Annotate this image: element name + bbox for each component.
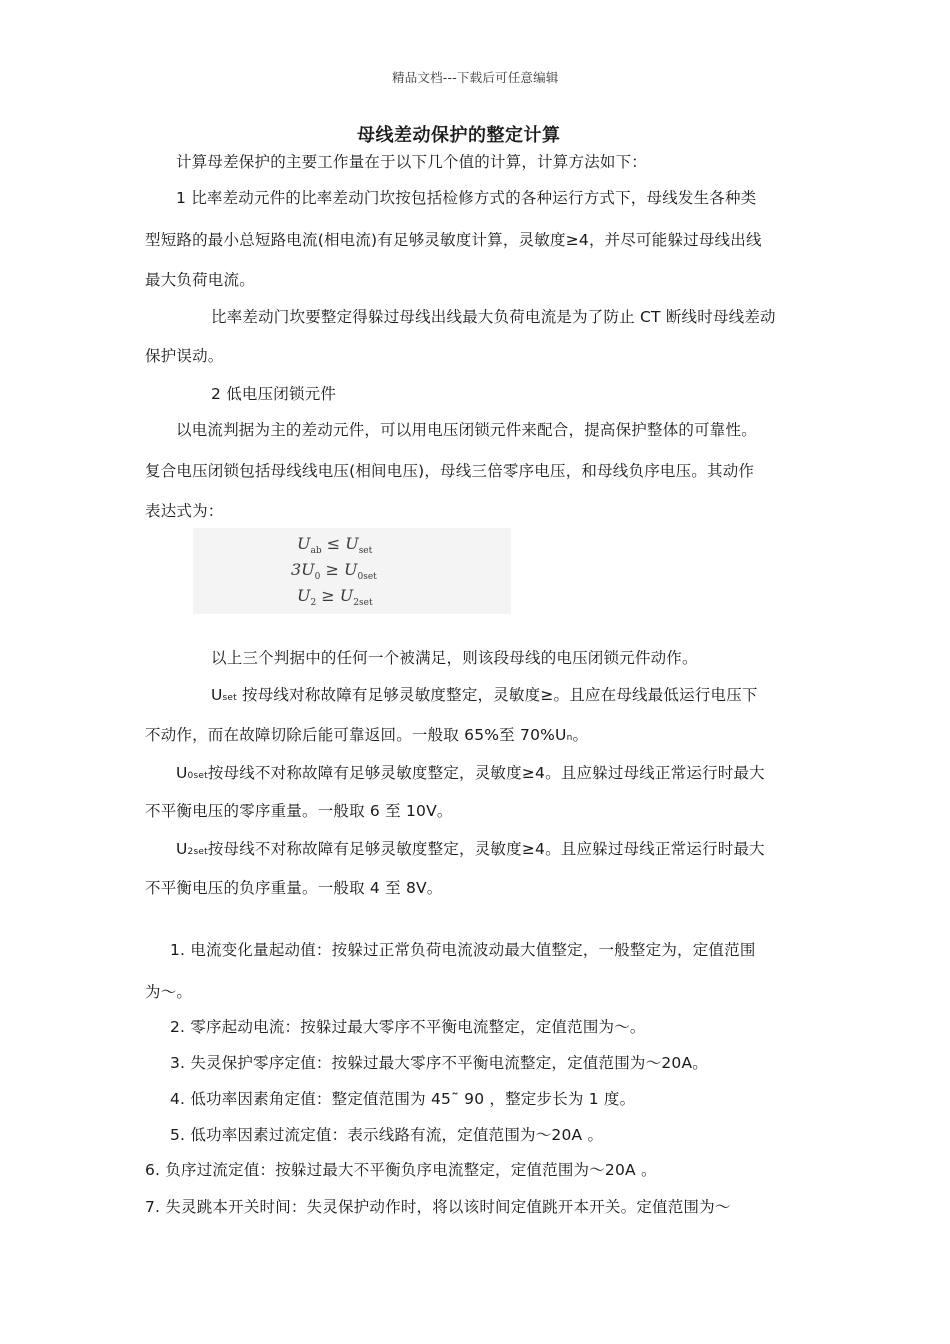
page-header: 精品文档---下载后可任意编辑: [392, 70, 559, 85]
list-item-3: 3. 失灵保护零序定值：按躲过最大零序不平衡电流整定，定值范围为～20A。: [170, 1054, 708, 1072]
list-item-1-line2: 为～。: [145, 983, 193, 1001]
intro-paragraph: 计算母差保护的主要工作量在于以下几个值的计算，计算方法如下：: [176, 153, 648, 171]
list-item-5: 5. 低功率因素过流定值：表示线路有流，定值范围为～20A 。: [170, 1126, 604, 1144]
u2set-line2: 不平衡电压的负序重量。一般取 4 至 8V。: [145, 879, 443, 897]
list-item-6: 6. 负序过流定值：按躲过最大不平衡负序电流整定，定值范围为～20A 。: [145, 1161, 657, 1179]
section1-line1: 1 比率差动元件的比率差动门坎按包括检修方式的各种运行方式下，母线发生各种类: [176, 189, 757, 207]
section1-line3: 最大负荷电流。: [145, 271, 255, 289]
u0set-line1: U0set按母线不对称故障有足够灵敏度整定，灵敏度≥4。且应躲过母线正常运行时最大: [176, 764, 765, 782]
section1-line2: 型短路的最小总短路电流(相电流)有足够灵敏度计算，灵敏度≥4，并尽可能躲过母线出线: [145, 231, 762, 249]
document-title: 母线差动保护的整定计算: [357, 125, 561, 146]
formula-image: [193, 528, 511, 614]
list-item-2: 2. 零序起动电流：按躲过最大零序不平衡电流整定，定值范围为～。: [170, 1018, 646, 1036]
section1-note-line2: 保护误动。: [145, 347, 224, 365]
list-item-1-line1: 1. 电流变化量起动值：按躲过正常负荷电流波动最大值整定，一般整定为，定值范围: [170, 941, 756, 959]
list-item-7: 7. 失灵跳本开关时间：失灵保护动作时，将以该时间定值跳开本开关。定值范围为～: [145, 1198, 731, 1216]
section1-note-line1: 比率差动门坎要整定得躲过母线出线最大负荷电流是为了防止 CT 断线时母线差动: [211, 308, 776, 326]
formula-zero-sequence: $3U_0 \ge U_{0set}$: [291, 560, 377, 583]
section2-para-line1: 以电流判据为主的差动元件，可以用电压闭锁元件来配合，提高保护整体的可靠性。: [176, 421, 757, 439]
section2-para-line2: 复合电压闭锁包括母线线电压(相间电压)，母线三倍零序电压，和母线负序电压。其动作: [145, 462, 755, 480]
formula-negative-sequence: $U_2 \ge U_{2set}$: [297, 586, 373, 609]
list-item-4: 4. 低功率因素角定值：整定值范围为 45˜ 90 ，整定步长为 1 度。: [170, 1090, 636, 1108]
uset-line2: 不动作，而在故障切除后能可靠返回。一般取 65%至 70%Un。: [145, 726, 589, 744]
uset-line1: Uset 按母线对称故障有足够灵敏度整定，灵敏度≥。且应在母线最低运行电压下: [211, 686, 758, 704]
section2-para-line3: 表达式为：: [145, 502, 224, 520]
formula-undervoltage: $U_{ab} \le U_{set}$: [297, 534, 373, 557]
section2-heading: 2 低电压闭锁元件: [211, 385, 337, 403]
after-formula-text: 以上三个判据中的任何一个被满足，则该段母线的电压闭锁元件动作。: [211, 649, 698, 667]
u0set-line2: 不平衡电压的零序重量。一般取 6 至 10V。: [145, 802, 453, 820]
u2set-line1: U2set按母线不对称故障有足够灵敏度整定，灵敏度≥4。且应躲过母线正常运行时最大: [176, 840, 765, 858]
